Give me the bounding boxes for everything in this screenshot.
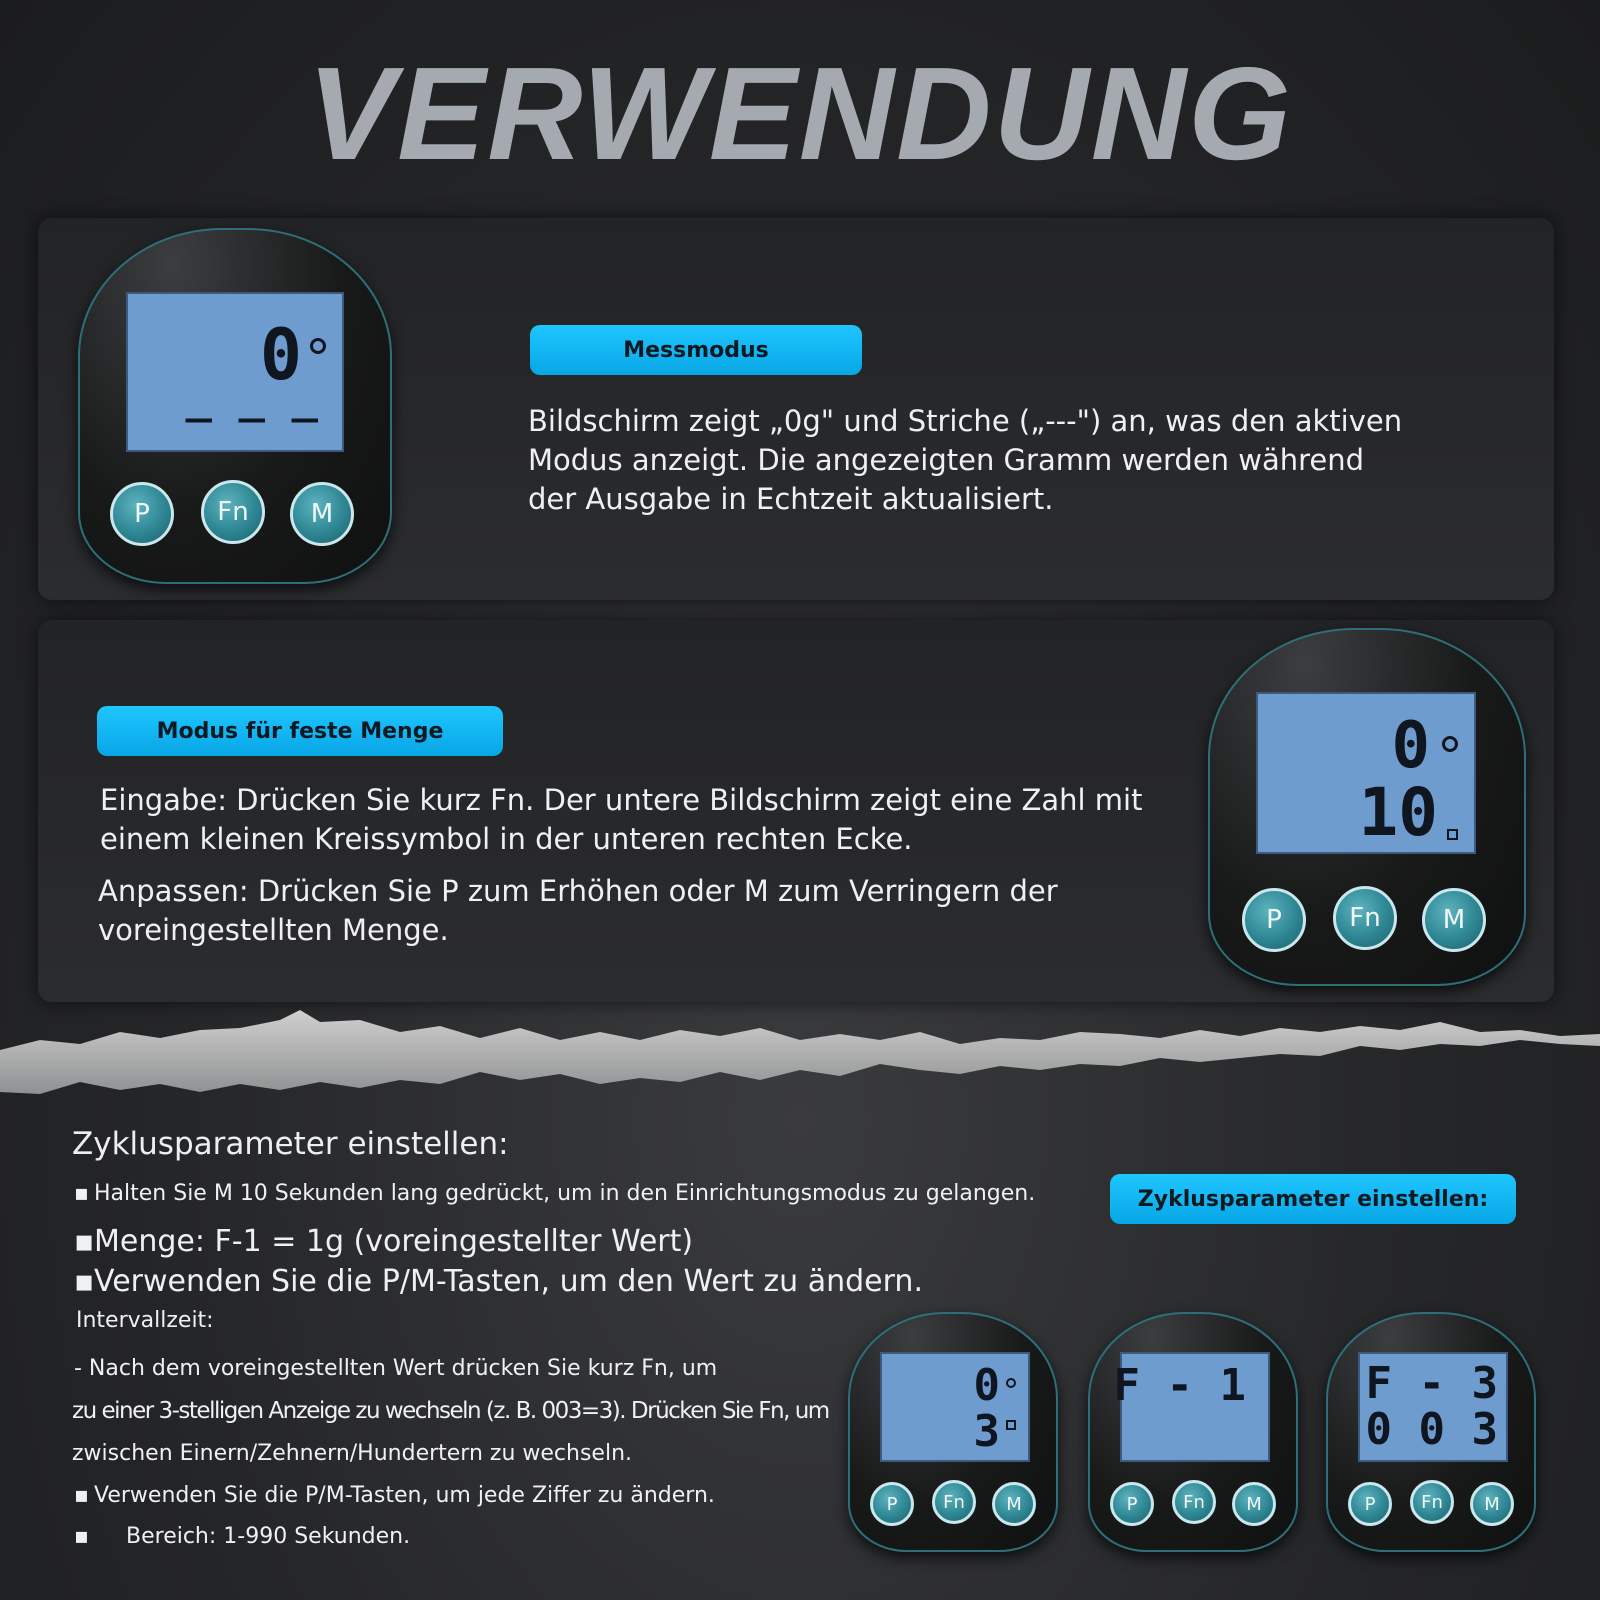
- lcd-display: [1256, 692, 1476, 854]
- list-item: ▪ Bereich: 1-990 Sekunden.: [74, 1524, 411, 1549]
- fn-button[interactable]: Fn: [1172, 1480, 1216, 1524]
- small-circle-icon: [1006, 1420, 1016, 1430]
- fixed-amount-entry-text: Eingabe: Drücken Sie kurz Fn. Der untere Bildschirm zeigt eine Zahl mit einem kleinen Kreissymbol in der unteren rechten Ecke.: [100, 783, 1143, 856]
- lcd-line-2: 0 0 3: [1365, 1404, 1498, 1455]
- p-button[interactable]: P: [110, 482, 174, 546]
- lcd-display: [1358, 1352, 1508, 1462]
- p-button[interactable]: P: [1110, 1482, 1154, 1526]
- m-button[interactable]: M: [290, 482, 354, 546]
- fn-button[interactable]: Fn: [1333, 886, 1397, 950]
- m-button[interactable]: M: [1232, 1482, 1276, 1526]
- interval-label: Intervallzeit:: [76, 1308, 214, 1333]
- list-item: ▪ Halten Sie M 10 Sekunden lang gedrückt, um in den Einrichtungsmodus zu gelangen.: [74, 1181, 1036, 1206]
- dispenser-device-f3: [1326, 1312, 1536, 1552]
- lcd-line-1: 0: [973, 1360, 1000, 1411]
- page-title: VERWENDUNG: [307, 40, 1293, 187]
- small-circle-icon: [1447, 829, 1458, 840]
- lcd-line-1: F - 1: [1113, 1360, 1246, 1411]
- lcd-line-2: _ _ _: [185, 372, 318, 423]
- fn-button[interactable]: Fn: [932, 1480, 976, 1524]
- list-item: ▪Menge: F-1 = 1g (voreingestellter Wert): [74, 1224, 694, 1259]
- lcd-display: [1113, 1352, 1270, 1462]
- dispenser-device-measure: [78, 228, 392, 584]
- fn-button[interactable]: Fn: [1410, 1480, 1454, 1524]
- lcd-line-1: 0: [259, 314, 302, 396]
- interval-line: - Nach dem voreingestellten Wert drücken Sie kurz Fn, um: [74, 1356, 718, 1381]
- p-button[interactable]: P: [1348, 1482, 1392, 1526]
- torn-paper-divider: [0, 1010, 1600, 1120]
- measure-mode-label: Messmodus: [530, 325, 862, 375]
- fixed-amount-adjust-text: Anpassen: Drücken Sie P zum Erhöhen oder M zum Verringern der voreingestellten Menge.: [98, 874, 1058, 947]
- interval-line: zu einer 3-stelligen Anzeige zu wechseln (z. B. 003=3). Drücken Sie Fn, um: [72, 1398, 829, 1424]
- measure-mode-description: Bildschirm zeigt „0g" und Striche („---") an, was den aktiven Modus anzeigt. Die angezeigten Gramm werden während der Ausgabe in Echtzeit aktualisiert.: [528, 404, 1403, 516]
- m-button[interactable]: M: [1422, 888, 1486, 952]
- fixed-amount-label: Modus für feste Menge: [97, 706, 503, 756]
- lcd-line-2: 10: [1358, 774, 1438, 851]
- lcd-line-1: F - 3: [1365, 1358, 1498, 1409]
- lcd-line-2: 3: [973, 1406, 1000, 1457]
- p-button[interactable]: P: [870, 1482, 914, 1526]
- interval-line: zwischen Einern/Zehnern/Hundertern zu wechseln.: [72, 1441, 633, 1466]
- fn-button[interactable]: Fn: [201, 480, 265, 544]
- lcd-display: [126, 292, 344, 452]
- degree-icon: [1442, 736, 1458, 752]
- m-button[interactable]: M: [1470, 1482, 1514, 1526]
- dispenser-device-f1: [1088, 1312, 1298, 1552]
- list-item: ▪Verwenden Sie die P/M-Tasten, um den Wert zu ändern.: [74, 1264, 923, 1299]
- degree-icon: [310, 338, 326, 354]
- lcd-display: [880, 1352, 1030, 1462]
- cycle-params-heading: Zyklusparameter einstellen:: [72, 1126, 509, 1162]
- dispenser-device-interval: [848, 1312, 1058, 1552]
- m-button[interactable]: M: [992, 1482, 1036, 1526]
- lcd-line-1: 0: [1391, 709, 1430, 783]
- p-button[interactable]: P: [1242, 888, 1306, 952]
- list-item: ▪ Verwenden Sie die P/M-Tasten, um jede Ziffer zu ändern.: [74, 1483, 715, 1508]
- degree-icon: [1006, 1378, 1016, 1388]
- dispenser-device-fixed: [1208, 628, 1526, 986]
- cycle-params-label: Zyklusparameter einstellen:: [1110, 1174, 1516, 1224]
